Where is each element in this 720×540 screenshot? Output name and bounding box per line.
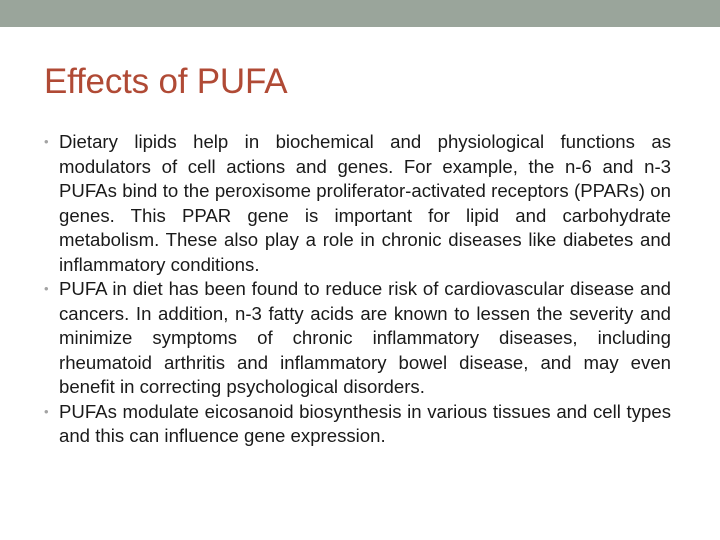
bullet-marker: • <box>44 403 49 419</box>
slide-title: Effects of PUFA <box>44 62 288 101</box>
bullet-text: PUFAs modulate eicosanoid biosynthesis in various tissues and cell types and this can influence gene expression. <box>59 400 671 446</box>
top-accent-band <box>0 0 720 27</box>
bullet-marker: • <box>44 134 49 149</box>
bullet-item <box>44 277 671 400</box>
bullet-item <box>44 130 671 277</box>
bullet-text: Dietary lipids help in biochemical and physiological functions as modulators of cell actions and genes. For example, the n-6 and n-3 PUFAs bind to the peroxisome proliferator-activated receptors (PPARs) on genes. This PPAR gene is important for lipid and carbohydrate metabolism. These also play a role in chronic diseases like diabetes and inflammatory conditions. <box>59 131 671 275</box>
bullet-marker: • <box>44 281 49 296</box>
bullet-text: PUFA in diet has been found to reduce risk of cardiovascular disease and cancers. In addition, n-3 fatty acids are known to lessen the severity and minimize symptoms of chronic inflammatory diseases, including rheumatoid arthritis and inflammatory bowel disease, and may even benefit in correcting psychological disorders. <box>59 278 671 397</box>
bullet-list <box>44 130 671 449</box>
bullet-item <box>44 400 671 449</box>
